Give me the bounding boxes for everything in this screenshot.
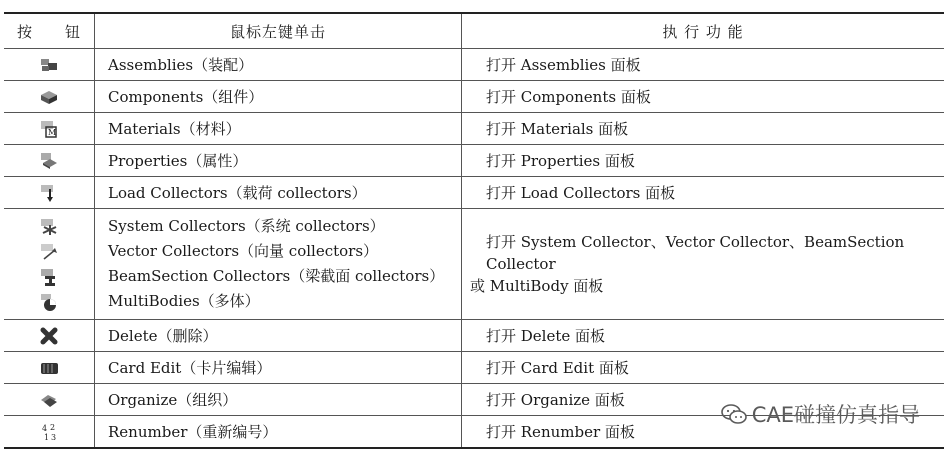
row-action: 打开 Components 面板 (462, 81, 945, 113)
row-label: Card Edit（卡片编辑） (95, 352, 462, 384)
svg-text:1: 1 (44, 432, 50, 442)
svg-text:M: M (48, 127, 57, 137)
row-action: 打开 Organize 面板 (462, 384, 945, 416)
table-row (4, 145, 944, 177)
vector-collectors-icon[interactable] (38, 242, 60, 262)
svg-text:4: 4 (42, 423, 48, 433)
row-action: 打开 Properties 面板 (462, 145, 945, 177)
row-action: 打开 Renumber 面板 (462, 416, 945, 449)
row-action: 打开 Card Edit 面板 (462, 352, 945, 384)
header-function: 执 行 功 能 (462, 13, 945, 49)
multi-action-line2: 或 MultiBody 面板 (470, 277, 604, 295)
card-edit-icon[interactable] (38, 358, 60, 378)
row-action: 打开 Delete 面板 (462, 320, 945, 352)
properties-icon[interactable] (38, 151, 60, 171)
table-row-multi (4, 209, 944, 320)
table-row (4, 113, 944, 145)
assemblies-icon[interactable] (38, 55, 60, 75)
system-collectors-icon[interactable] (38, 217, 60, 237)
table-row (4, 352, 944, 384)
row-label: Properties（属性） (95, 145, 462, 177)
header-left-click: 鼠标左键单击 (95, 13, 462, 49)
header-button: 按 钮 (4, 13, 95, 49)
header-row (4, 13, 944, 49)
beamsection-collectors-label: BeamSection Collectors（梁截面 collectors） (108, 267, 445, 285)
table-row (4, 320, 944, 352)
table-row (4, 49, 944, 81)
row-action: 打开 Load Collectors 面板 (462, 177, 945, 209)
row-label: Assemblies（装配） (95, 49, 462, 81)
row-action: 打开 Assemblies 面板 (462, 49, 945, 81)
organize-icon[interactable] (38, 390, 60, 410)
row-label: Materials（材料） (95, 113, 462, 145)
wechat-icon (720, 402, 748, 426)
multibodies-icon[interactable] (38, 292, 60, 312)
system-collectors-label: System Collectors（系统 collectors） (108, 217, 385, 235)
renumber-icon[interactable] (38, 422, 60, 442)
watermark-text: CAE碰撞仿真指导 (751, 403, 920, 427)
button-function-table (4, 12, 944, 449)
multi-action-line1: 打开 System Collector、Vector Collector、BeamSection Collector (486, 233, 905, 273)
row-label: Renumber（重新编号） (95, 416, 462, 449)
vector-collectors-label: Vector Collectors（向量 collectors） (108, 242, 379, 260)
beamsection-collectors-icon[interactable] (38, 267, 60, 287)
svg-text:3: 3 (51, 432, 57, 442)
svg-text:2: 2 (50, 422, 56, 432)
delete-icon[interactable] (38, 326, 60, 346)
multibodies-label: MultiBodies（多体） (108, 292, 260, 310)
row-label: Organize（组织） (95, 384, 462, 416)
watermark (720, 399, 920, 429)
components-icon[interactable] (38, 87, 60, 107)
table-row (4, 177, 944, 209)
materials-icon[interactable] (38, 119, 60, 139)
load-collectors-icon[interactable] (38, 183, 60, 203)
row-action: 打开 Materials 面板 (462, 113, 945, 145)
row-label: Components（组件） (95, 81, 462, 113)
row-label: Delete（删除） (95, 320, 462, 352)
row-label: Load Collectors（载荷 collectors） (95, 177, 462, 209)
table-row (4, 81, 944, 113)
